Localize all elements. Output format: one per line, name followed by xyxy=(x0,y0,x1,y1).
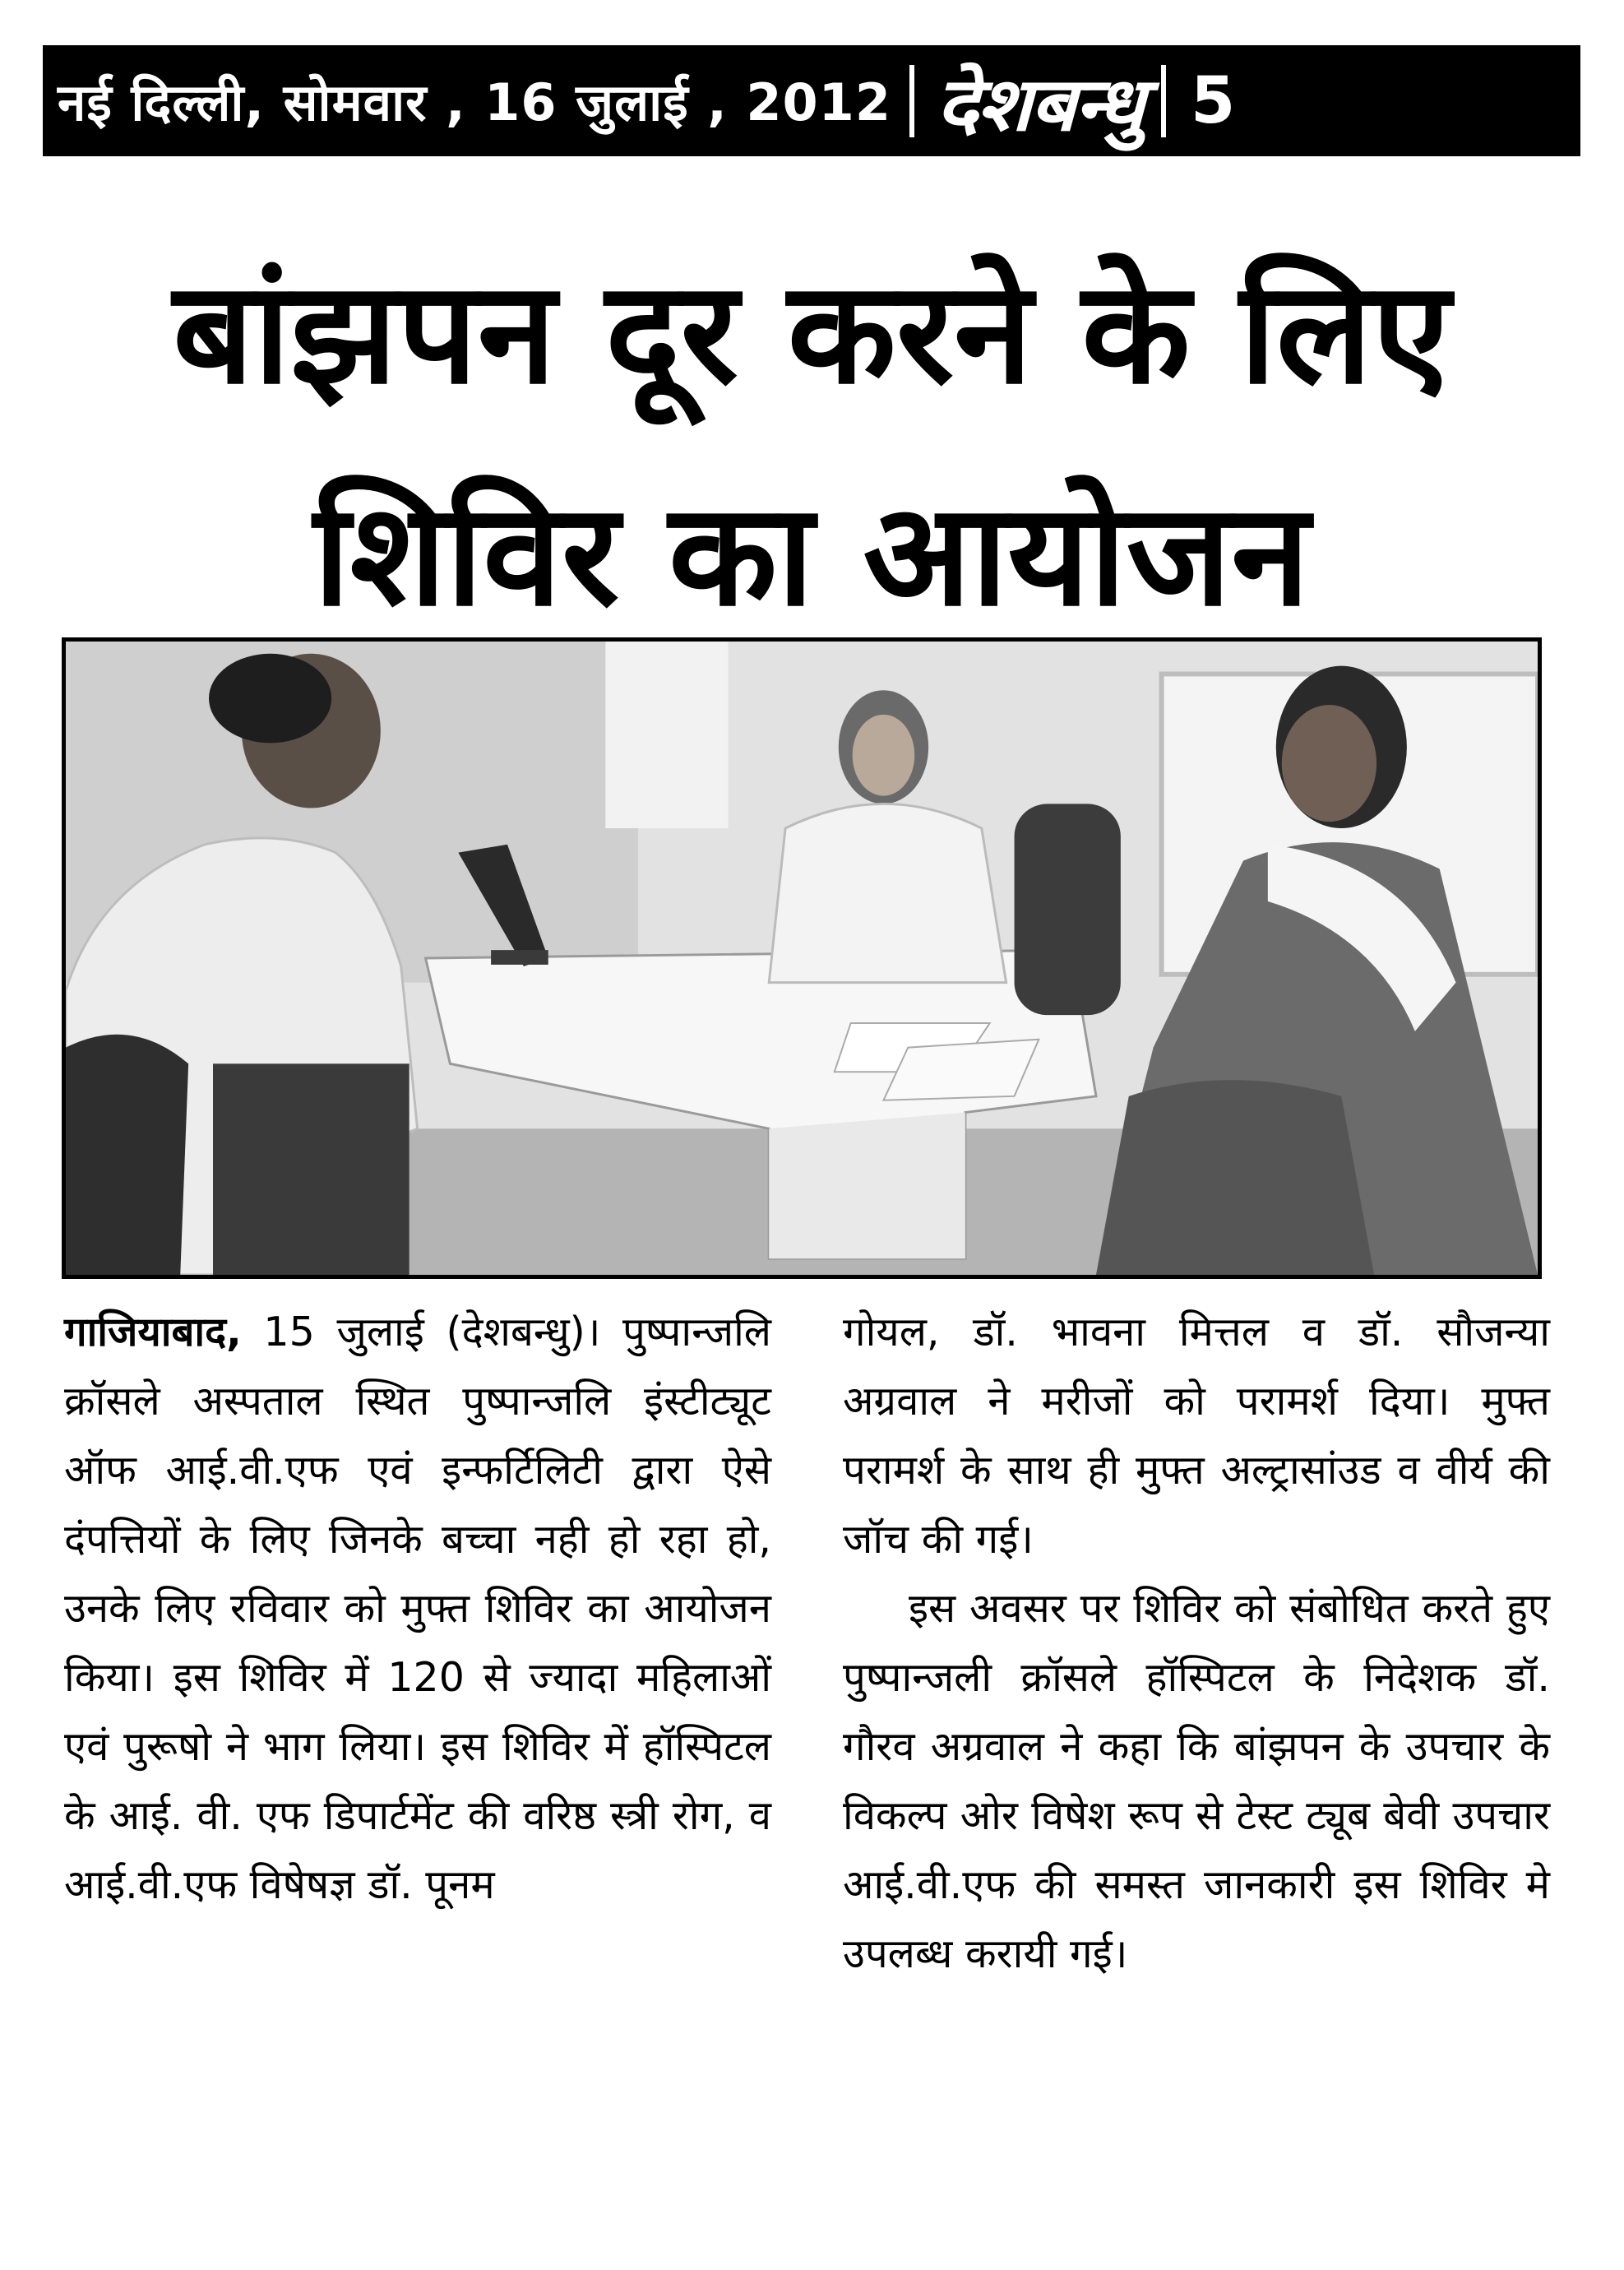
article-headline xyxy=(43,222,1580,666)
article-photo xyxy=(62,637,1542,1279)
article-paragraph-3: इस अवसर पर शिविर को संबोधित करते हुए पुष्पान्जली क्रॉसले हॉस्पिटल के निदेशक डॉ. गौरव अग्रवाल ने कहा कि बांझपन के उपचार के विकल्प ओर विषेश रूप से टेस्ट ट्यूब बेवी उपचार आई.वी.एफ की समस्त जानकारी इस शिविर मे उपलब्ध करायी गई। xyxy=(843,1585,1550,1977)
article-column-left xyxy=(64,1298,771,2244)
masthead-separator xyxy=(909,65,914,137)
article-text-left: 15 जुलाई (देशबन्धु)। पुष्पान्जलि क्रॉसले अस्पताल स्थित पुष्पान्जलि इंस्टीट्यूट ऑफ आई.वी.एफ एवं इन्फर्टिलिटी द्वारा ऐसे दंपत्तियों के लिए जिनके बच्चा नही हो रहा हो, उनके लिए रविवार को मुफ्त शिविर का आयोजन किया। इस शिविर में 120 से ज्यादा महिलाओं एवं पुरूषो ने भाग लिया। इस शिविर में हॉस्पिटल के आई. वी. एफ डिपार्टमेंट की वरिष्ठ स्त्री रोग, व आई.वी.एफ विषेषज्ञ डॉ. पूनम xyxy=(64,1309,771,1908)
headline-line-2: शिविर का आयोजन xyxy=(313,472,1310,637)
article-dateline-place: गाजियाबाद, xyxy=(64,1309,242,1355)
article-paragraph-2: गोयल, डॉ. भावना मित्तल व डॉ. सौजन्या अग्रवाल ने मरीजों को परामर्श दिया। मुफ्त परामर्श के साथ ही मुफ्त अल्ट्रासांउड व वीर्य की जॉच की गई। xyxy=(843,1309,1550,1563)
newspaper-logo: देशबन्धु xyxy=(935,61,1144,148)
photo-illustration xyxy=(66,642,1538,1275)
headline-line-1: बांझपन दूर करने के लिए xyxy=(173,250,1450,415)
masthead-separator-2 xyxy=(1161,65,1166,137)
masthead-bar xyxy=(43,45,1580,156)
article-paragraph-1 xyxy=(64,1298,771,1920)
article-column-right xyxy=(843,1298,1550,2244)
masthead-dateline: नई दिल्ली, सोमवार , 16 जुलाई , 2012 xyxy=(58,72,891,132)
page-number: 5 xyxy=(1191,63,1236,138)
